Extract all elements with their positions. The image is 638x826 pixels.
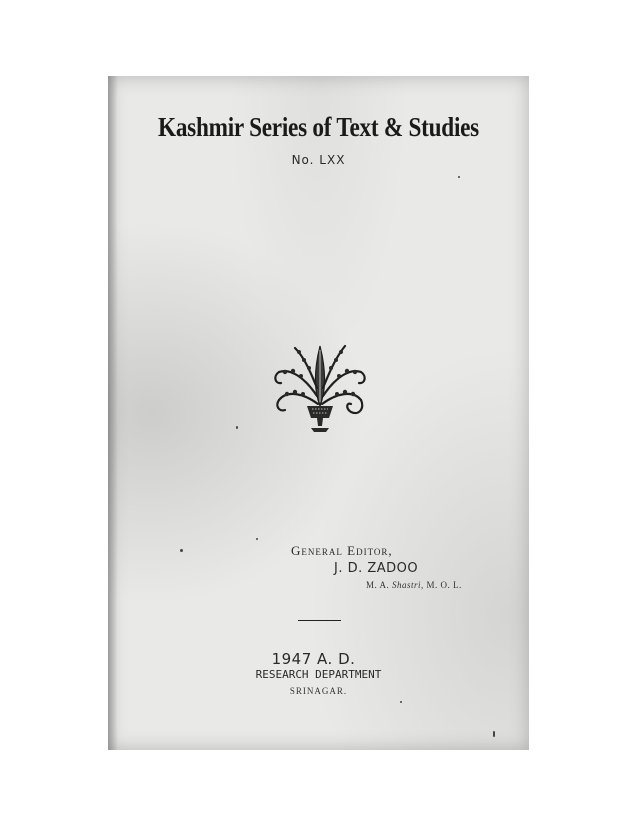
editor-qualifications — [366, 580, 462, 590]
publisher-department: RESEARCH DEPARTMENT — [255, 668, 382, 681]
scan-shadow-edge — [108, 76, 118, 750]
vase-with-plant-emblem-icon — [273, 338, 368, 438]
editor-quals-prefix: M. A. — [366, 580, 393, 590]
editor-quals-italic: Shastri, — [392, 580, 424, 590]
scan-speck — [400, 701, 402, 703]
divider-rule — [298, 620, 341, 621]
publication-year: 1947 A. D. — [271, 650, 356, 668]
scan-speck — [458, 176, 460, 178]
scan-speck — [256, 538, 258, 540]
editor-quals-suffix: M. O. L. — [423, 580, 462, 590]
general-editor-label: General Editor, — [291, 543, 393, 558]
scanned-cover-page — [108, 76, 529, 750]
series-number: No. LXX — [291, 153, 346, 167]
scan-speck — [180, 549, 183, 552]
editor-name: J. D. ZADOO — [334, 561, 419, 576]
publisher-city: SRINAGAR. — [289, 686, 348, 696]
scan-speck — [493, 731, 495, 737]
series-title: Kashmir Series of Text & Studies — [158, 112, 479, 142]
scan-speck — [236, 426, 238, 429]
